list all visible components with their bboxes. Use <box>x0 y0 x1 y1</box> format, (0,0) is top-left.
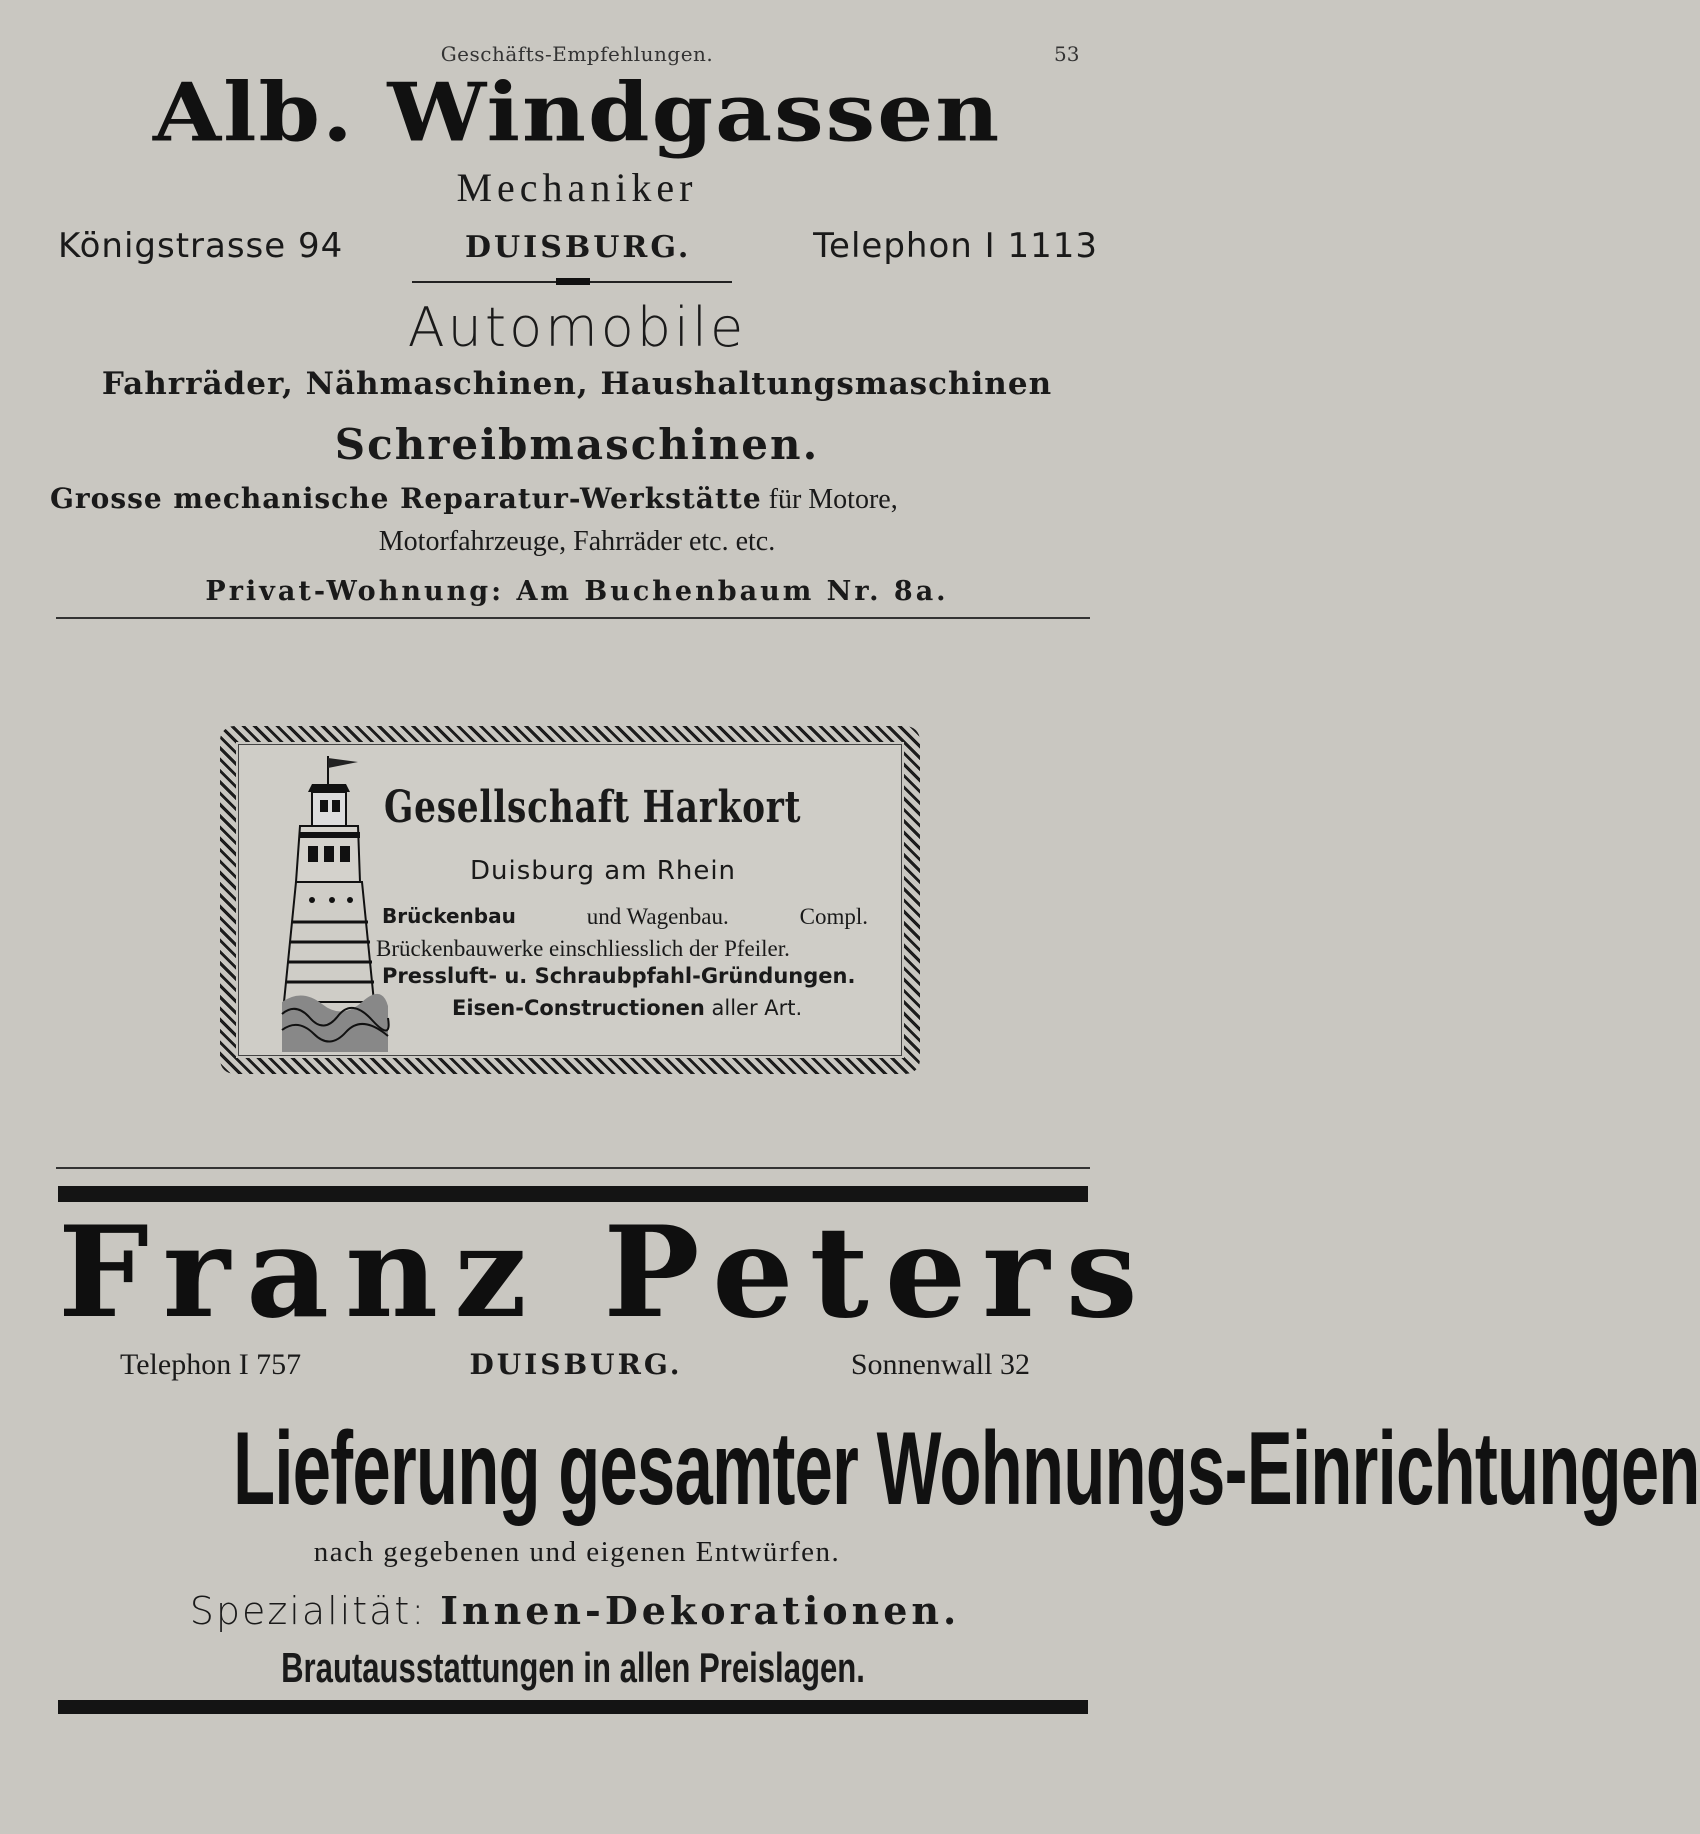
specialty-value: Innen-Dekorationen. <box>440 1588 961 1633</box>
workshop-line <box>50 482 1110 516</box>
service-wagon-building: und Wagenbau. <box>586 904 729 929</box>
city-name: DUISBURG. <box>465 230 692 265</box>
service-bridge-building: Brückenbau <box>382 904 516 928</box>
specialty-line <box>58 1588 1092 1633</box>
advertiser-trade: Mechaniker <box>456 165 698 210</box>
services-line-4 <box>452 996 802 1020</box>
ornament-divider-center <box>556 278 590 285</box>
services-line-3: Pressluft- u. Schraubpfahl-Gründungen. <box>382 964 856 988</box>
page-number: 53 <box>1054 42 1080 66</box>
heavy-rule-bottom <box>58 1700 1088 1714</box>
phone-number: Telephon I 757 <box>120 1348 302 1381</box>
section-rule <box>56 617 1090 619</box>
delivery-headline: Lieferung gesamter Wohnungs-Einrichtungen <box>233 1411 1700 1527</box>
service-complete: Compl. <box>799 904 868 929</box>
trousseau-line: Brautausstattungen in allen Preislagen. <box>281 1644 865 1691</box>
running-title: Geschäfts-Empfehlungen. <box>440 42 714 66</box>
typewriters-line: Schreibmaschinen. <box>334 420 820 469</box>
workshop-subject: für Motore, <box>761 484 898 515</box>
products-list: Fahrräder, Nähmaschinen, Haushaltungsmaschinen <box>101 366 1053 402</box>
advertiser-name: Franz Peters <box>58 1199 1154 1347</box>
private-address: Privat-Wohnung: Am Buchenbaum Nr. 8a. <box>205 576 949 607</box>
products-heading: Automobile <box>407 296 747 359</box>
phone-number: Telephon I 1113 <box>813 226 1098 266</box>
address-line <box>120 1348 1030 1382</box>
section-rule <box>56 1167 1090 1169</box>
services-line-2: Brückenbauwerke einschliesslich der Pfeiler. <box>376 936 790 961</box>
delivery-subline: nach gegebenen und eigenen Entwürfen. <box>313 1536 841 1568</box>
advertiser-name: Alb. Windgassen <box>152 64 1002 160</box>
street-address: Königstrasse 94 <box>58 226 344 266</box>
city-name: DUISBURG. <box>469 1348 683 1381</box>
address-line <box>58 226 1098 266</box>
specialty-label: Spezialität: <box>189 1589 441 1633</box>
street-address: Sonnenwall 32 <box>850 1348 1030 1381</box>
service-iron-constructions: Eisen-Constructionen <box>452 996 705 1020</box>
workshop-title: Grosse mechanische Reparatur-Werkstätte <box>50 482 762 515</box>
services-line-1 <box>382 904 868 930</box>
company-location: Duisburg am Rhein <box>470 856 737 886</box>
lighthouse-icon <box>282 752 388 1052</box>
company-name: Gesellschaft Harkort <box>384 782 802 833</box>
service-all-kinds: aller Art. <box>704 996 803 1020</box>
workshop-continued: Motorfahrzeuge, Fahrräder etc. etc. <box>378 526 776 557</box>
